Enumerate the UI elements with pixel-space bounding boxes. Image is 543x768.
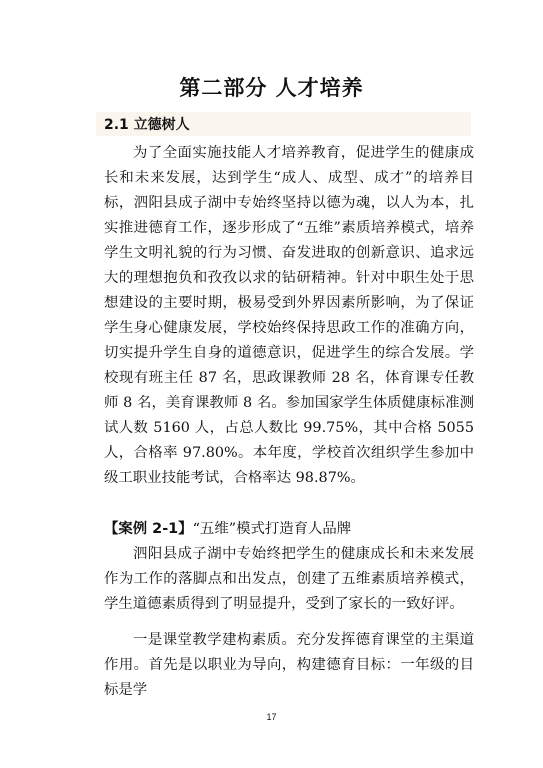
case-heading xyxy=(104,517,474,542)
page-number: 17 xyxy=(266,712,277,722)
section-heading: 2.1 立德树人 xyxy=(104,117,190,133)
part-title: 第二部分 人才培养 xyxy=(179,75,364,100)
case-title: “五维”模式打造育人品牌 xyxy=(192,521,352,537)
paragraph-classroom-teaching: 一是课堂教学建构素质。充分发挥德育课堂的主渠道作用。首先是以职业为导向，构建德育目标：一年级的目标是学 xyxy=(104,632,474,698)
paragraph-case-intro: 泗阳县成子湖中专始终把学生的健康成长和未来发展作为工作的落脚点和出发点，创建了五维素质培养模式，学生道德素质得到了明显提升，受到了家长的一致好评。 xyxy=(104,546,474,612)
case-label: 【案例 2-1】 xyxy=(104,521,193,537)
paragraph-morality-education: 为了全面实施技能人才培养教育，促进学生的健康成长和未来发展，达到学生“成人、成型、成才”的培养目标，泗阳县成子湖中专始终坚持以德为魂，以人为本，扎实推进德育工作，逐步形成了“五维”素质培养模式，培养学生文明礼貌的行为习惯、奋发进取的创新意识、追求远大的理想抱负和孜孜以求的钻研精神。针对中职生处于思想建设的主要时期，极易受到外界因素所影响，为了保证学生身心健康发展，学校始终保持思政工作的准确方向，切实提升学生自身的道德意识，促进学生的综合发展。学校现有班主任 87 名，思政课教师 28 名，体育课专任教师 8 名，美育课教师 8 名。参加国家学生体质健康标准测试人数 5160 人，占总人数比 99.75%，其中合格 5055 人，合格率 97.80%。本年度，学校首次组织学生参加中级工职业技能考试，合格率达 98.87%。 xyxy=(104,145,474,486)
